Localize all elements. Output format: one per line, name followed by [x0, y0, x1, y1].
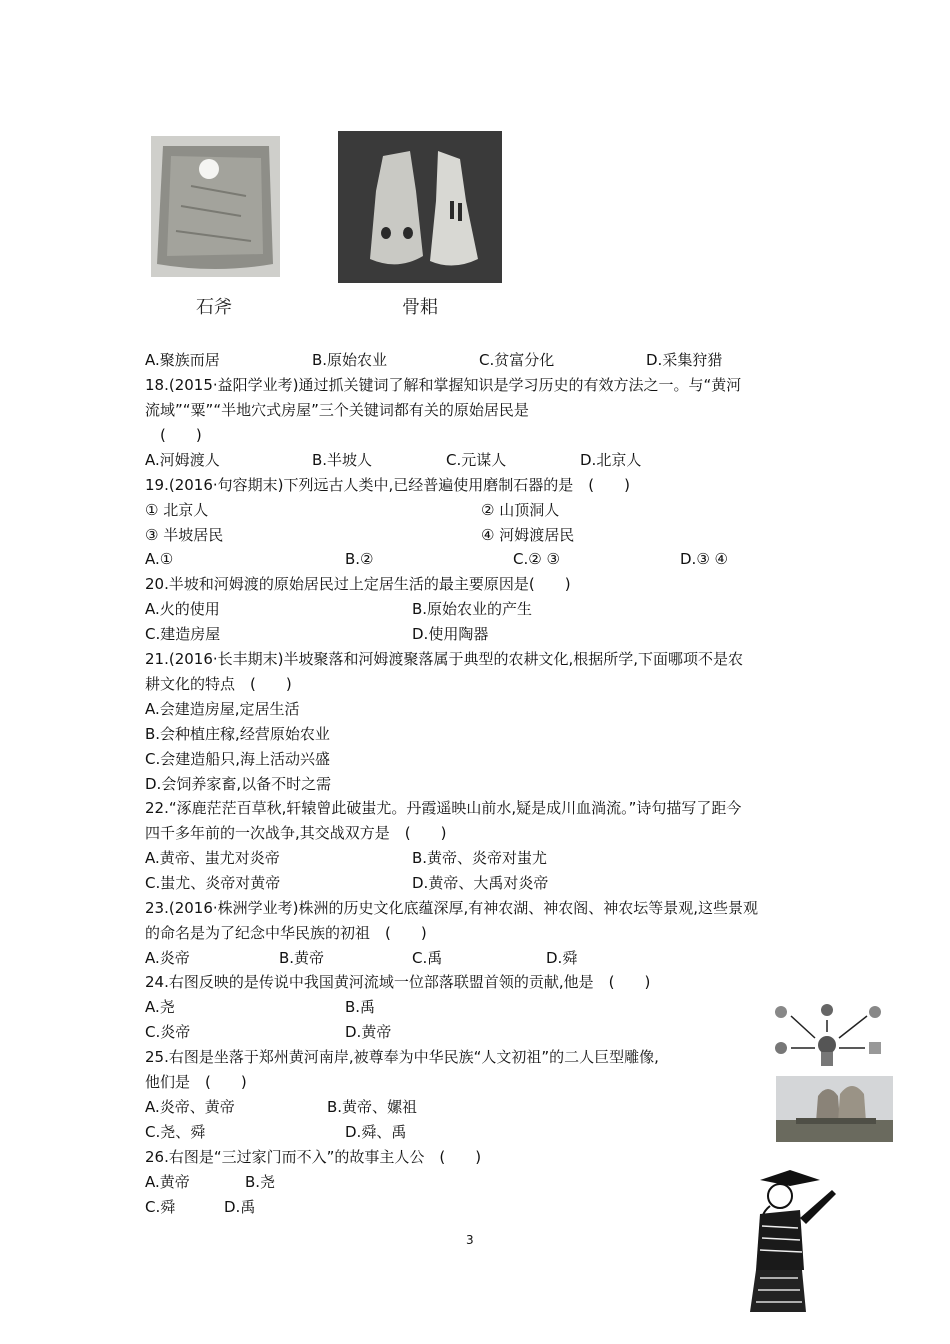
q24-option-a[interactable]: A.尧	[145, 998, 175, 1016]
q26-stem: 26.右图是“三过家门而不入”的故事主人公 ( )	[145, 1148, 482, 1166]
q18-stem-line1: 18.(2015·益阳学业考)通过抓关键词了解和掌握知识是学习历史的有效方法之一。与“黄河	[145, 376, 742, 394]
q26-option-a[interactable]: A.黄帝	[145, 1173, 190, 1191]
q18-option-b[interactable]: B.半坡人	[312, 451, 373, 469]
q22-option-b[interactable]: B.黄帝、炎帝对蚩尤	[412, 849, 548, 867]
q24-option-b[interactable]: B.禹	[345, 998, 376, 1016]
q17-option-a[interactable]: A.聚族而居	[145, 351, 220, 369]
q19-item-3: ③ 半坡居民	[145, 526, 224, 544]
q19-option-d[interactable]: D.③ ④	[680, 550, 728, 568]
yan-huang-statue-image	[776, 1076, 893, 1142]
q17-option-d[interactable]: D.采集狩猎	[646, 351, 723, 369]
q22-option-c[interactable]: C.蚩尤、炎帝对黄帝	[145, 874, 281, 892]
page-number: 3	[466, 1233, 474, 1247]
q25-stem-line2: 他们是 ( )	[145, 1073, 247, 1091]
q19-option-c[interactable]: C.② ③	[513, 550, 560, 568]
q21-stem-line1: 21.(2016·长丰期末)半坡聚落和河姆渡聚落属于典型的农耕文化,根据所学,下面哪项不是农	[145, 650, 744, 668]
q22-option-a[interactable]: A.黄帝、蚩尤对炎帝	[145, 849, 280, 867]
q25-stem-line1: 25.右图是坐落于郑州黄河南岸,被尊奉为中华民族“人文初祖”的二人巨型雕像,	[145, 1048, 659, 1066]
q25-option-d[interactable]: D.舜、禹	[345, 1123, 407, 1141]
q23-stem-line1: 23.(2016·株洲学业考)株洲的历史文化底蕴深厚,有神农湖、神农阁、神农坛等景观,这些景观	[145, 899, 759, 917]
q19-item-4: ④ 河姆渡居民	[481, 526, 575, 544]
q20-option-b[interactable]: B.原始农业的产生	[412, 600, 533, 618]
q25-option-a[interactable]: A.炎帝、黄帝	[145, 1098, 235, 1116]
q18-option-c[interactable]: C.元谋人	[446, 451, 507, 469]
q24-option-d[interactable]: D.黄帝	[345, 1023, 392, 1041]
q20-option-c[interactable]: C.建造房屋	[145, 625, 221, 643]
q19-item-2: ② 山顶洞人	[481, 501, 560, 519]
huangdi-inventions-image	[767, 998, 891, 1072]
q19-option-a[interactable]: A.①	[145, 550, 174, 568]
q25-option-c[interactable]: C.尧、舜	[145, 1123, 206, 1141]
q23-option-a[interactable]: A.炎帝	[145, 949, 190, 967]
q20-option-a[interactable]: A.火的使用	[145, 600, 220, 618]
q19-item-1: ① 北京人	[145, 501, 209, 519]
q22-option-d[interactable]: D.黄帝、大禹对炎帝	[412, 874, 549, 892]
q26-option-d[interactable]: D.禹	[224, 1198, 256, 1216]
q25-option-b[interactable]: B.黄帝、嫘祖	[327, 1098, 418, 1116]
q18-stem-line2: 流域”“粟”“半地穴式房屋”三个关键词都有关的原始居民是	[145, 401, 529, 419]
q26-option-c[interactable]: C.舜	[145, 1198, 176, 1216]
q18-option-d[interactable]: D.北京人	[580, 451, 642, 469]
q18-option-a[interactable]: A.河姆渡人	[145, 451, 220, 469]
stone-axe-caption: 石斧	[196, 297, 232, 318]
q23-stem-line2: 的命名是为了纪念中华民族的初祖 ( )	[145, 924, 427, 942]
q23-option-c[interactable]: C.禹	[412, 949, 443, 967]
q18-answer-bracket: ( )	[160, 426, 202, 444]
q21-option-b[interactable]: B.会种植庄稼,经营原始农业	[145, 725, 330, 743]
q26-option-b[interactable]: B.尧	[245, 1173, 276, 1191]
q20-option-d[interactable]: D.使用陶器	[412, 625, 489, 643]
da-yu-figure-image	[740, 1166, 840, 1318]
q17-option-c[interactable]: C.贫富分化	[479, 351, 555, 369]
q21-option-a[interactable]: A.会建造房屋,定居生活	[145, 700, 300, 718]
bone-spade-caption: 骨耜	[402, 297, 438, 318]
q21-option-d[interactable]: D.会饲养家畜,以备不时之需	[145, 775, 332, 793]
q24-stem: 24.右图反映的是传说中我国黄河流域一位部落联盟首领的贡献,他是 ( )	[145, 973, 651, 991]
q22-stem-line2: 四千多年前的一次战争,其交战双方是 ( )	[145, 824, 447, 842]
q17-option-b[interactable]: B.原始农业	[312, 351, 388, 369]
q24-option-c[interactable]: C.炎帝	[145, 1023, 191, 1041]
q21-option-c[interactable]: C.会建造船只,海上活动兴盛	[145, 750, 331, 768]
q20-stem: 20.半坡和河姆渡的原始居民过上定居生活的最主要原因是( )	[145, 575, 571, 593]
bone-spade-image	[338, 131, 502, 283]
q19-option-b[interactable]: B.②	[345, 550, 374, 568]
q22-stem-line1: 22.“涿鹿茫茫百草秋,轩辕曾此破蚩尤。丹霞遥映山前水,疑是成川血淌流。”诗句描写了距今	[145, 799, 742, 817]
q21-stem-line2: 耕文化的特点 ( )	[145, 675, 292, 693]
q19-stem: 19.(2016·句容期末)下列远古人类中,已经普遍使用磨制石器的是 ( )	[145, 476, 630, 494]
stone-axe-image	[151, 136, 280, 277]
q23-option-d[interactable]: D.舜	[546, 949, 578, 967]
q23-option-b[interactable]: B.黄帝	[279, 949, 325, 967]
